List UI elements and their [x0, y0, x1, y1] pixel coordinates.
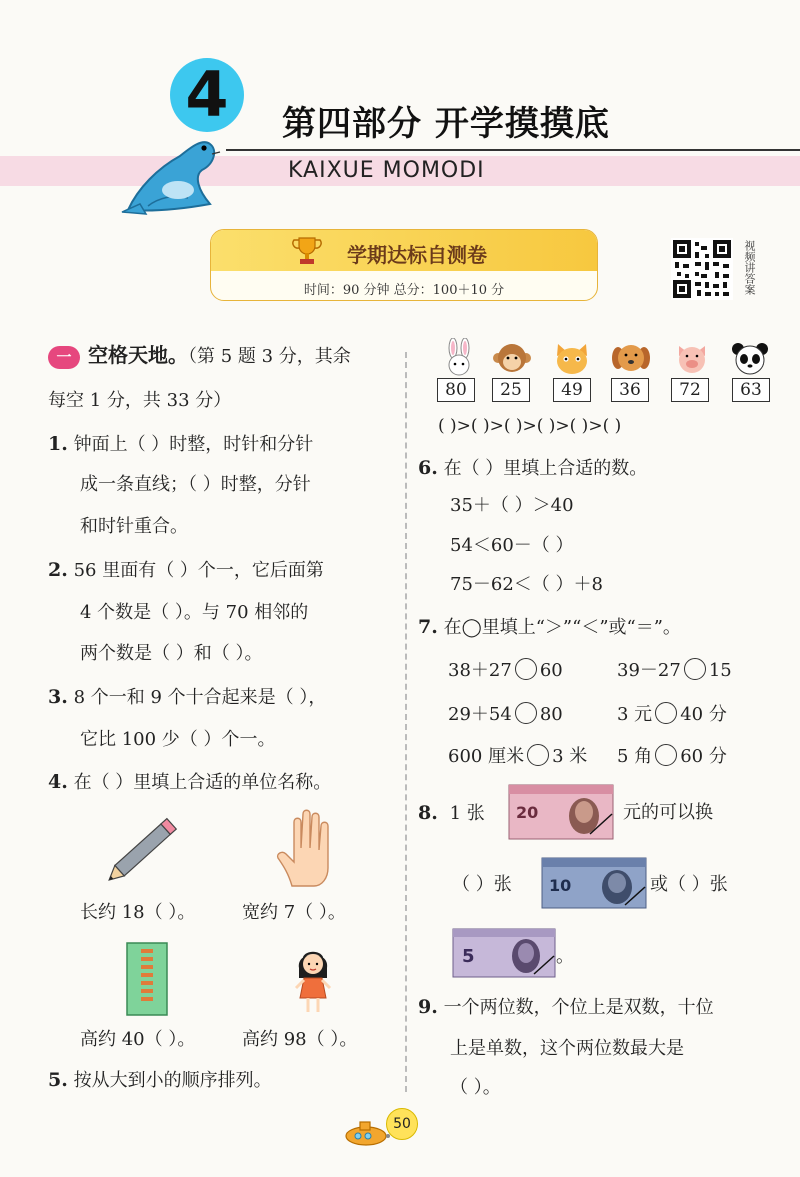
part-title: 第四部分 开学摸摸底 — [282, 104, 610, 144]
monkey-image — [492, 340, 532, 376]
q7-text1: 在◯里填上“＞”“＜”或“＝”。 — [443, 617, 681, 638]
banner-info: 时间：90 分钟 总分：100＋10 分 — [303, 283, 505, 298]
q7-number: 7. — [418, 616, 438, 638]
q7-expr: 80 — [539, 704, 563, 725]
note-20-label: 20 — [516, 803, 539, 822]
banner-title: 学期达标自测卷 — [347, 243, 487, 267]
q7-expr: 60 — [539, 660, 563, 681]
q6-text1: 在（ ）里填上合适的数。 — [443, 458, 648, 479]
q7-row1-b — [617, 660, 732, 682]
q6-item-c: 75－62＜（ ）＋8 — [450, 574, 603, 595]
section1-heading — [48, 345, 351, 369]
compare-circle[interactable] — [684, 658, 706, 680]
banknote-20-yuan — [508, 784, 614, 840]
pig-image — [673, 340, 711, 376]
q5-number: 5. — [48, 1069, 68, 1091]
banknote-5-yuan — [452, 928, 556, 978]
q8-line3-end: 。 — [556, 946, 574, 967]
q7-line1 — [418, 618, 681, 637]
page-number: 50 — [386, 1108, 418, 1140]
q4-line1 — [48, 773, 331, 792]
q8-line1-post: 元的可以换 — [623, 802, 713, 823]
q6-item-a: 35＋（ ）＞40 — [450, 495, 574, 516]
compare-circle[interactable] — [527, 744, 549, 766]
test-banner — [210, 229, 598, 301]
q7-expr: 40 分 — [680, 704, 727, 725]
q3-line1 — [48, 688, 326, 707]
girl-answer: 高约 98（ ）。 — [242, 1029, 358, 1050]
q8-line2-a: （ ）张 — [452, 874, 512, 895]
building-answer: 高约 40（ ）。 — [80, 1029, 196, 1050]
q7-expr: 5 角 — [617, 746, 653, 767]
q2-line2: 4 个数是（ ）。与 70 相邻的 — [80, 602, 309, 623]
q1-text1: 钟面上（ ）时整，时针和分针 — [73, 434, 314, 455]
column-divider — [405, 352, 407, 1092]
q1-line3: 和时针重合。 — [80, 516, 188, 537]
q1-number: 1. — [48, 433, 68, 455]
header-rule — [226, 149, 800, 151]
q7-row2-b — [617, 704, 727, 726]
cat-image — [553, 340, 591, 376]
q4-number: 4. — [48, 771, 68, 793]
q6-number: 6. — [418, 457, 438, 479]
q7-row3-a — [448, 746, 587, 768]
q3-line2: 它比 100 少（ ）个一。 — [80, 729, 276, 750]
seal-illustration — [118, 128, 226, 220]
q1-line2: 成一条直线；（ ）时整，分针 — [80, 474, 311, 495]
q2-number: 2. — [48, 559, 68, 581]
order-answer-line: ( )>( )>( )>( )>( )>( ) — [438, 416, 622, 436]
pencil-answer: 长约 18（ ）。 — [80, 902, 196, 923]
rabbit-image — [442, 338, 476, 376]
animal-value-box: 63 — [732, 378, 770, 402]
animal-value-box: 49 — [553, 378, 591, 402]
q3-number: 3. — [48, 686, 68, 708]
compare-circle[interactable] — [655, 702, 677, 724]
q1-line1 — [48, 435, 313, 454]
q9-text1: 一个两位数，个位上是双数，十位 — [443, 997, 714, 1018]
q9-line1 — [418, 998, 714, 1017]
q9-line3: （ ）。 — [450, 1077, 501, 1098]
girl-image — [290, 940, 336, 1016]
q6-item-b: 54＜60－（ ） — [450, 535, 574, 556]
section-badge: 一 — [48, 346, 80, 369]
part-number-badge — [170, 58, 244, 132]
submarine-icon — [344, 1112, 392, 1148]
q7-row1-a — [448, 660, 563, 682]
q8-text-pre: 1 张 — [449, 803, 485, 824]
q8-line1-pre — [418, 804, 485, 823]
q2-line3: 两个数是（ ）和（ ）。 — [80, 643, 263, 664]
q7-expr: 3 米 — [552, 746, 588, 767]
panda-image — [730, 340, 770, 376]
q9-number: 9. — [418, 996, 438, 1018]
pencil-image — [98, 808, 190, 892]
q8-line2-b: 或（ ）张 — [650, 874, 728, 895]
part-number: 4 — [185, 58, 229, 131]
q8-number: 8. — [418, 802, 438, 824]
section-note-2: 每空 1 分，共 33 分） — [48, 390, 232, 411]
animal-value-box: 80 — [437, 378, 475, 402]
compare-circle[interactable] — [515, 702, 537, 724]
q6-line1 — [418, 459, 647, 478]
q2-text1: 56 里面有（ ）个一，它后面第 — [73, 560, 324, 581]
building-image — [124, 940, 170, 1016]
q3-text1: 8 个一和 9 个十合起来是（ ）， — [73, 687, 327, 708]
q7-row3-b — [617, 746, 727, 768]
section-title: 空格天地。 — [88, 343, 188, 367]
q7-expr: 29＋54 — [448, 704, 512, 725]
animal-value-box: 72 — [671, 378, 709, 402]
compare-circle[interactable] — [515, 658, 537, 680]
q7-row2-a — [448, 704, 563, 726]
q7-expr: 3 元 — [617, 704, 653, 725]
dog-image — [611, 340, 651, 376]
q4-text1: 在（ ）里填上合适的单位名称。 — [73, 772, 332, 793]
qr-label: 视频讲答案 — [743, 240, 756, 295]
header-subtitle: KAIXUE MOMODI — [288, 158, 485, 183]
hand-image — [274, 808, 344, 888]
q7-expr: 39－27 — [617, 660, 681, 681]
animal-value-box: 36 — [611, 378, 649, 402]
qr-code-icon[interactable] — [671, 238, 733, 300]
q5-text1: 按从大到小的顺序排列。 — [73, 1070, 272, 1091]
animal-value-box: 25 — [492, 378, 530, 402]
q7-expr: 60 分 — [680, 746, 727, 767]
q7-expr: 38＋27 — [448, 660, 512, 681]
note-5-label: 5 — [462, 946, 475, 967]
q5-line1 — [48, 1071, 272, 1090]
compare-circle[interactable] — [655, 744, 677, 766]
q7-expr: 15 — [708, 660, 732, 681]
hand-answer: 宽约 7（ ）。 — [242, 902, 346, 923]
banknote-10-yuan — [541, 857, 647, 909]
q7-expr: 600 厘米 — [448, 746, 525, 767]
note-10-label: 10 — [549, 876, 572, 895]
section-note: （第 5 题 3 分，其余 — [188, 346, 351, 367]
q9-line2: 上是单数，这个两位数最大是 — [450, 1038, 684, 1059]
q2-line1 — [48, 561, 324, 580]
